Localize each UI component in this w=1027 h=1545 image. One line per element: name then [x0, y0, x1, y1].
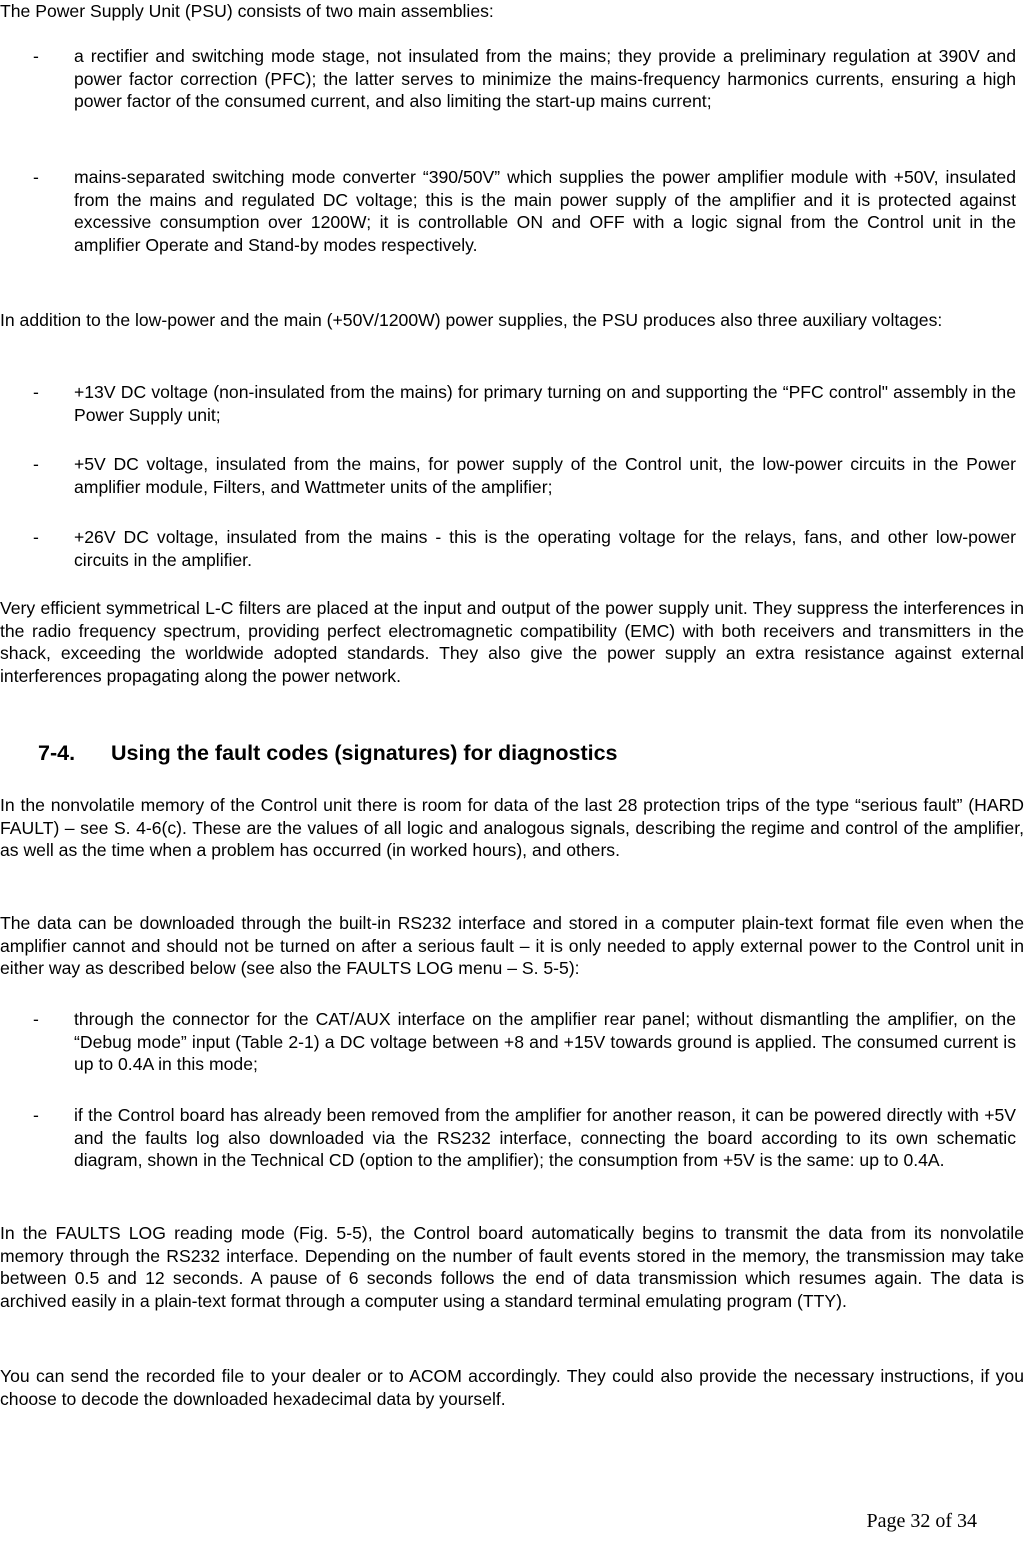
list-item-text: through the connector for the CAT/AUX interface on the amplifier rear panel; without dismantling the amplifier, on the “Debug mode” input (Table 2-1) a DC voltage between +8 and +15V towards ground is applied. The consumed current is up to 0.4A in this mode;: [74, 1009, 1016, 1075]
download-paragraph: The data can be downloaded through the built-in RS232 interface and stored in a computer plain-text format file even when the amplifier cannot and should not be turned on after a serious fault – it is only needed to apply external power to the Control unit in either way as described below (see also the FAULTS LOG menu – S. 5-5):: [0, 913, 1024, 979]
bullet-dash: -: [33, 46, 39, 66]
list-item-text: +13V DC voltage (non-insulated from the mains) for primary turning on and supporting the “PFC control" assembly in the Power Supply unit;: [74, 382, 1016, 425]
list-item-text: +5V DC voltage, insulated from the mains, for power supply of the Control unit, the low-power circuits in the Power amplifier module, Filters, and Wattmeter units of the amplifier;: [74, 454, 1016, 497]
section-title: Using the fault codes (signatures) for diagnostics: [111, 741, 618, 765]
list-item-text: if the Control board has already been removed from the amplifier for another reason, it can be powered directly with +5V and the faults log also downloaded via the RS232 interface, connecting the board according to its own schematic diagram, shown in the Technical CD (option to the amplifier); the consumption from +5V is the same: up to 0.4A.: [74, 1105, 1016, 1171]
page-number: Page 32 of 34: [866, 1510, 977, 1532]
faults-log-paragraph: In the FAULTS LOG reading mode (Fig. 5-5), the Control board automatically begins to transmit the data from its nonvolatile memory through the RS232 interface. Depending on the number of fault events stored in the memory, the transmission may take between 0.5 and 12 seconds. A pause of 6 seconds follows the end of data transmission which resumes again. The data is archived easily in a plain-text format through a computer using a standard terminal emulating program (TTY).: [0, 1223, 1024, 1311]
memory-paragraph: In the nonvolatile memory of the Control unit there is room for data of the last 28 protection trips of the type “serious fault” (HARD FAULT) – see S. 4-6(c). These are the values of all logic and analogous signals, describing the regime and control of the amplifier, as well as the time when a problem has occurred (in worked hours), and others.: [0, 795, 1024, 861]
aux-intro-paragraph: In addition to the low-power and the main (+50V/1200W) power supplies, the PSU produces also three auxiliary voltages:: [0, 310, 943, 330]
filters-paragraph: Very efficient symmetrical L-C filters are placed at the input and output of the power supply unit. They suppress the interferences in the radio frequency spectrum, providing perfect electromagnetic compatibility (EMC) with both receivers and transmitters in the shack, exceeding the worldwide adopted standards. They also give the power supply an extra resistance against external interferences propagating along the power network.: [0, 598, 1024, 686]
psu-intro-paragraph: The Power Supply Unit (PSU) consists of two main assemblies:: [0, 1, 494, 21]
bullet-dash: -: [33, 1105, 39, 1125]
bullet-dash: -: [33, 167, 39, 187]
list-item-text: a rectifier and switching mode stage, not insulated from the mains; they provide a preliminary regulation at 390V and power factor correction (PFC); the latter serves to minimize the mains-frequency harmonics currents, ensuring a high power factor of the consumed current, and also limiting the start-up mains current;: [74, 46, 1016, 112]
list-item-text: mains-separated switching mode converter “390/50V” which supplies the power amplifier module with +50V, insulated from the mains and regulated DC voltage; this is the main power supply of the amplifier and it is protected against excessive consumption over 1200W; it is controllable ON and OFF with a logic signal from the Control unit in the amplifier Operate and Stand-by modes respectively.: [74, 167, 1016, 255]
bullet-dash: -: [33, 527, 39, 547]
bullet-dash: -: [33, 382, 39, 402]
section-heading: [38, 740, 618, 766]
bullet-dash: -: [33, 1009, 39, 1029]
send-paragraph: You can send the recorded file to your dealer or to ACOM accordingly. They could also provide the necessary instructions, if you choose to decode the downloaded hexadecimal data by yourself.: [0, 1366, 1024, 1409]
list-item-text: +26V DC voltage, insulated from the mains - this is the operating voltage for the relays, fans, and other low-power circuits in the amplifier.: [74, 527, 1016, 570]
section-number: 7-4.: [38, 741, 76, 765]
bullet-dash: -: [33, 454, 39, 474]
